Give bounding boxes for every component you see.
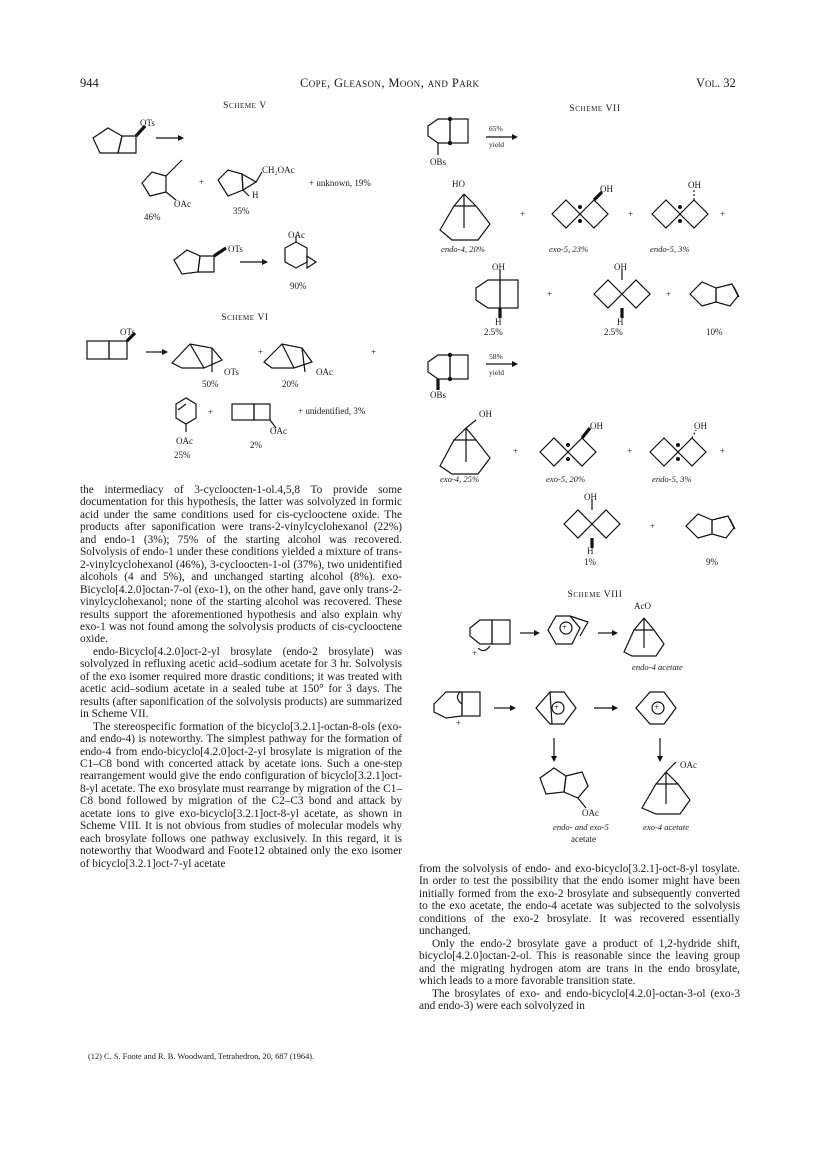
viii-plus-4: + <box>554 702 560 712</box>
vii-h-1: H <box>495 317 502 327</box>
vii-plus-5: + <box>666 289 672 299</box>
vi-yield-20: 20% <box>282 379 299 389</box>
v-ots-label-2: OTs <box>228 244 243 254</box>
viii-plus-5: + <box>654 702 660 712</box>
vi-plus-3: + <box>208 407 214 417</box>
right-paragraph-1: from the solvolysis of endo- and exo-bicyclo[3.2.1]-oct-8-yl tosylate. In order to test the possibility that the endo isomer might have been initially formed from the exo-2 brosylate and subsequently converted to the exo acetate, the endo-4 acetate was subjected to the solvolysis conditions of the exo-2 brosylate. It was recovered essentially unchanged. <box>419 863 740 938</box>
vi-ots-label-2: OTs <box>224 367 239 377</box>
vii-yield1-bottom: yield <box>489 140 504 149</box>
vii-obs-1: OBs <box>430 157 447 167</box>
v-h-label: H <box>252 190 259 200</box>
v-ch2oac-label: CH₂OAc <box>262 165 295 175</box>
right-paragraph-2: Only the endo-2 brosylate gave a product of 1,2-hydride shift, bicyclo[4.2.0]octan-2-ol. This is reasonable since the leaving group and the migrating hydrogen atom are trans in the endo brosylate, which leads to a more favorable transition state. <box>419 937 740 988</box>
vii-oh-5: OH <box>479 409 492 419</box>
viii-aco: AcO <box>634 601 651 611</box>
left-paragraph-2: endo-Bicyclo[4.2.0]oct-2-yl brosylate (endo-2 brosylate) was solvolyzed in refluxing acetic acid–sodium acetate for 3 hr. Solvolysis of the exo isomer required more drastic conditions; it was treated with acetic acid–sodium acetate in a sealed tube at 150° for 3 days. The results (after saponification of the solvolysis products) are summarized in Scheme VII. <box>80 645 402 721</box>
vii-r2-c2: 2.5% <box>604 327 623 337</box>
v-oac-label: OAc <box>174 199 191 209</box>
scheme-viii-title: Scheme VIII <box>567 590 623 600</box>
v-plus-1: + <box>199 177 205 187</box>
vii-r3-c3: endo-5, 3% <box>652 474 692 484</box>
v-yield-35: 35% <box>233 206 250 216</box>
v-unknown-label: + unknown, 19% <box>309 178 371 188</box>
viii-plus-2: + <box>562 622 568 632</box>
left-paragraph-1: the intermediacy of 3-cycloocten-1-ol.4,5,8 To provide some documentation for this hypothesis, the latter was solvolyzed in formic acid under the same conditions used for cis-cyclooctene oxide. The products after saponification were trans-2-vinylcyclohexanol (22%) and endo-1 (3%); 75% of the starting alcohol was recovered. Solvolysis of endo-1 under these conditions yielded a mixture of trans-2-vinylcyclohexanol (46%), 3-cycloocten-1-ol (37%), two unidentified alcohols (4 and 5%), and unchanged starting alcohol (8%). exo-Bicyclo[4.2.0]octan-7-ol (exo-1), on the other hand, gave only trans-2-vinylcyclohexanol; none of the starting alcohol was recovered. These results support the aforementioned hypothesis and also explain why exo-1 was not found among the solvolysis products of cis-cyclooctene oxide. <box>80 484 402 646</box>
vii-r2-c1: 2.5% <box>484 327 503 337</box>
vi-oac-label: OAc <box>316 367 333 377</box>
vii-plus-6: + <box>513 446 519 456</box>
vii-oh-3: OH <box>492 262 505 272</box>
vii-plus-7: + <box>627 446 633 456</box>
vii-plus-1: + <box>520 209 526 219</box>
viii-acetate: acetate <box>571 834 596 844</box>
vi-oac-label-2: OAc <box>270 426 287 436</box>
right-column <box>419 863 740 1012</box>
vii-ho-label: HO <box>452 179 465 189</box>
vii-oh-8: OH <box>584 492 597 502</box>
vii-oh-1: OH <box>600 184 613 194</box>
scheme-vi-title: Scheme VI <box>221 313 269 323</box>
vii-oh-7: OH <box>694 421 707 431</box>
vii-plus-9: + <box>650 521 656 531</box>
viii-oac-2: OAc <box>582 808 599 818</box>
vii-plus-4: + <box>547 289 553 299</box>
vii-r3-c2: exo-5, 20% <box>546 474 586 484</box>
viii-endo-exo-5: endo- and exo-5 <box>553 822 609 832</box>
page-number: 944 <box>80 76 99 90</box>
vii-oh-6: OH <box>590 421 603 431</box>
v-yield-90: 90% <box>290 281 307 291</box>
viii-endo4-acetate: endo-4 acetate <box>632 662 683 672</box>
vii-plus-2: + <box>628 209 634 219</box>
vi-plus-1: + <box>258 347 264 357</box>
volume-label: Vol. 32 <box>696 76 736 90</box>
viii-plus-3: + <box>456 718 462 728</box>
vii-obs-2: OBs <box>430 390 447 400</box>
viii-oac-1: OAc <box>680 760 697 770</box>
scheme-vii-title: Scheme VII <box>569 104 621 114</box>
vii-plus-3: + <box>720 209 726 219</box>
running-title: Cope, Gleason, Moon, and Park <box>300 76 480 90</box>
vii-r3-c1: exo-4, 25% <box>440 474 480 484</box>
viii-exo4-acetate: exo-4 acetate <box>643 822 690 832</box>
vii-r4-c1: 1% <box>584 557 596 567</box>
left-paragraph-3: The stereospecific formation of the bicyclo[3.2.1]-octan-8-ols (exo- and endo-4) is noteworthy. The simplest pathway for the formation of endo-4 from endo-bicyclo[4.2.0]oct-2-yl brosylate is migration of the C1–C8 bond with concerted attack by acetate ions. Such a one-step rearrangement would give the endo configuration of bicyclo[3.2.1]oct-8-yl acetate. The exo brosylate must rearrange by migration of the C1–C8 bond followed by migration of the C2–C3 bond and attack by acetate ions to give exo-bicyclo[3.2.1]oct-8-yl acetate, as shown in Scheme VIII. It is not obvious from studies of molecular models why each brosylate follows one pathway exclusively. In this regard, it is noteworthy that Woodward and Foote12 obtained only the exo isomer of bicyclo[3.2.1]oct-7-yl acetate <box>80 720 402 870</box>
vii-yield1-top: 65% <box>489 124 503 133</box>
v-ots-label: OTs <box>140 118 155 128</box>
right-paragraph-3: The brosylates of exo- and endo-bicyclo[4.2.0]-octan-3-ol (exo-3 and endo-3) were each solvolyzed in <box>419 987 740 1012</box>
vii-r2-c3: 10% <box>706 327 723 337</box>
vi-plus-2: + <box>371 347 377 357</box>
vii-r4-c2: 9% <box>706 557 718 567</box>
vii-plus-8: + <box>720 446 726 456</box>
footnote: (12) C. S. Foote and R. B. Woodward, Tetrahedron, 20, 687 (1964). <box>88 1052 315 1061</box>
scheme-v-title: Scheme V <box>223 101 267 111</box>
vii-r1-c1: endo-4, 20% <box>441 244 485 254</box>
vii-yield2-bottom: yield <box>489 368 504 377</box>
vii-r1-c3: endo-5, 3% <box>650 244 690 254</box>
vi-unidentified: + unidentified, 3% <box>298 406 366 416</box>
vii-h-2: H <box>617 317 624 327</box>
vii-oh-2: OH <box>688 180 701 190</box>
vii-r1-c2: exo-5, 23% <box>549 244 589 254</box>
vi-oac-label-3: OAc <box>176 436 193 446</box>
left-column <box>80 484 402 870</box>
vii-yield2-top: 58% <box>489 352 503 361</box>
vi-yield-50: 50% <box>202 379 219 389</box>
viii-plus-1: + <box>472 648 478 658</box>
v-oac-label-2: OAc <box>288 230 305 240</box>
v-yield-46: 46% <box>144 212 161 222</box>
vii-oh-4: OH <box>614 262 627 272</box>
vi-yield-25: 25% <box>174 450 191 460</box>
vi-yield-2: 2% <box>250 440 262 450</box>
vii-h-3: H <box>587 546 594 556</box>
vi-ots-label: OTs <box>120 327 135 337</box>
